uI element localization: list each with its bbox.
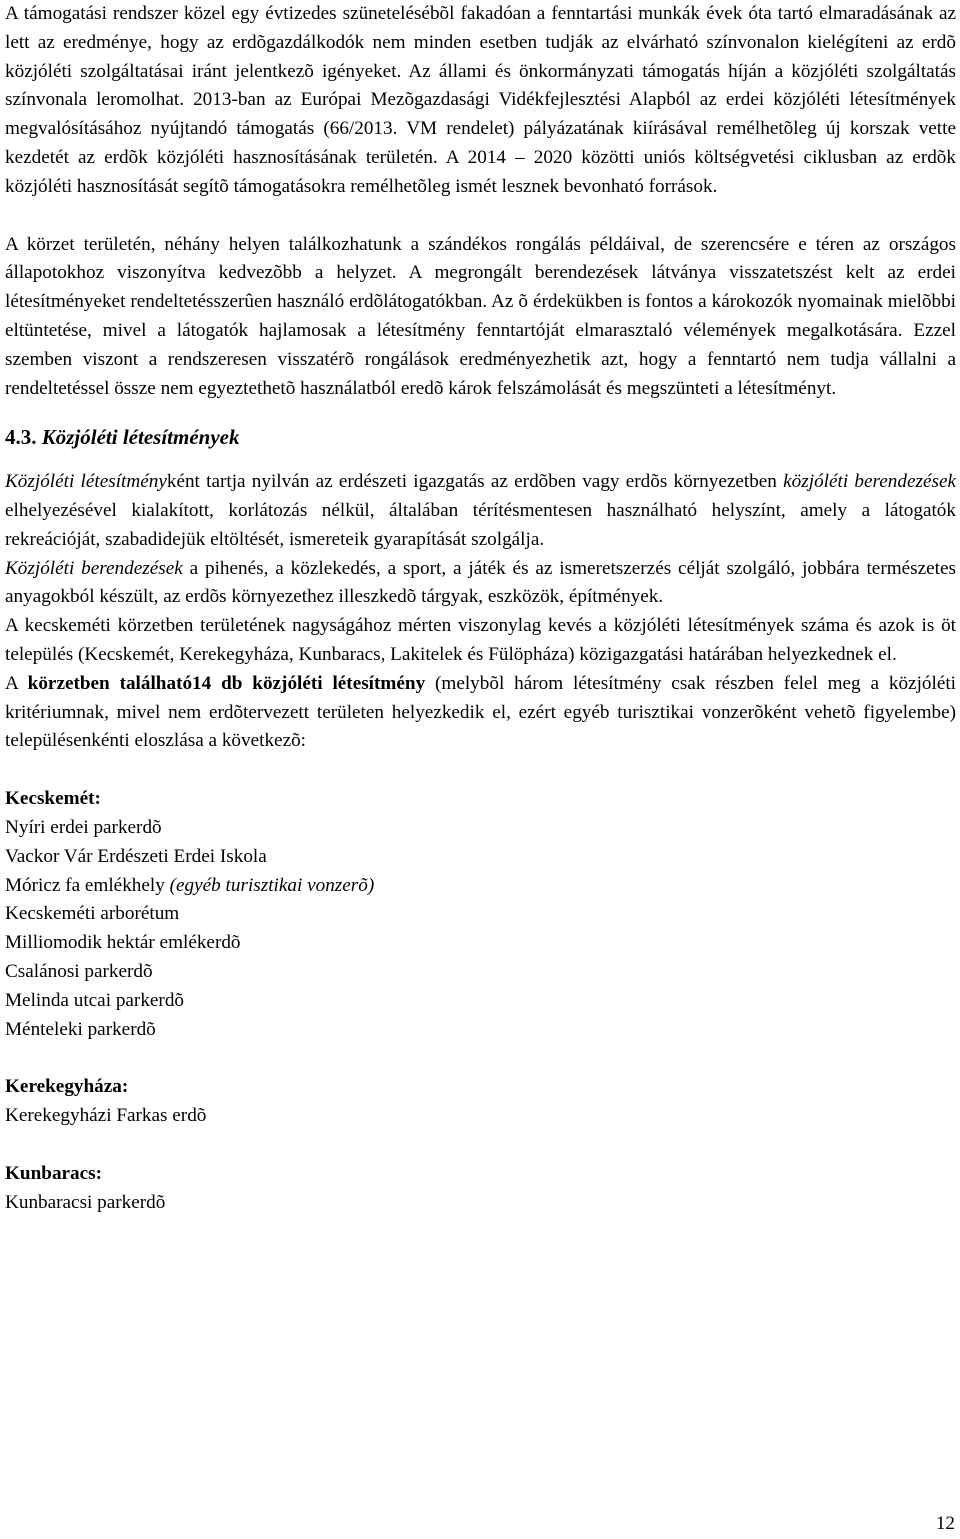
list-title-kecskemet: Kecskemét: (5, 788, 101, 810)
list-item: Nyíri erdei parkerdõ (5, 816, 162, 838)
section-number: 4.3. (5, 425, 37, 450)
list-item: Vackor Vár Erdészeti Erdei Iskola (5, 845, 267, 867)
definition-term-1: Közjóléti létesítmény (5, 471, 167, 493)
list-item-text: Móricz fa emlékhely (5, 874, 170, 896)
list-item: Csalánosi parkerdõ (5, 960, 153, 982)
definition-text-4b: (melybõl három létesítmény csak részben felel meg a közjóléti kritériumnak, mivel nem erdõtervezett területen helyezkedik el, ezért egyéb turisztikai vonzerõként vehetõ figyelembe) településenkénti eloszlása a következõ: (5, 672, 956, 752)
definition-paragraph-2 (5, 555, 956, 613)
list-gap (5, 1131, 956, 1160)
definition-paragraph-1 (5, 468, 956, 554)
list-title-kunbaracs: Kunbaracs: (5, 1162, 103, 1184)
page-number: 12 (935, 1513, 955, 1534)
list-item: Ménteleki parkerdõ (5, 1018, 156, 1040)
document-page (5, 0, 956, 1217)
facility-list-kerekegyhaza (5, 1102, 956, 1131)
definition-text-4a: A (5, 672, 28, 694)
list-item-note: (egyéb turisztikai vonzerõ) (169, 874, 375, 896)
intro-paragraph-1: A támogatási rendszer közel egy évtizedes szünetelésébõl fakadóan a fenntartási munkák évek óta tartó elmaradásának az lett az eredménye, hogy az erdõgazdálkodók nem minden esetben tudják az elvárható színvonalon kielégíteni az erdõ közjóléti szolgáltatásai iránt jelentkezõ igényeket. Az állami és önkormányzati támogatás híján a közjóléti szolgáltatás színvonala leromolhat. 2013-ban az Európai Mezõgazdasági Vidékfejlesztési Alapból az erdei közjóléti létesítmények megvalósításához nyújtandó támogatás (66/2013. VM rendelet) pályázatának kiírásával remélhetõleg új korszak vette kezdetét az erdõk közjóléti hasznosításának területén. A 2014 – 2020 közötti uniós költségvetési ciklusban az erdõk közjóléti hasznosítását segítõ támogatásokra remélhetõleg ismét lesznek bevonható források. (5, 3, 956, 197)
facility-list-kunbaracs (5, 1189, 956, 1218)
definition-paragraph-3: A kecskeméti körzetben területének nagyságához mérten viszonylag kevés a közjóléti létesítmények száma és azok is öt település (Kecskemét, Kerekegyháza, Kunbaracs, Lakitelek és Fülöpháza) közigazgatási határában helyezkednek el. (5, 615, 956, 665)
paragraph-gap (5, 202, 956, 231)
facility-count-bold: körzetben található14 db közjóléti létesítmény (27, 672, 426, 694)
list-item: Kecskeméti arborétum (5, 903, 180, 925)
list-item: Milliomodik hektár emlékerdõ (5, 932, 241, 954)
facility-list-kecskemet (5, 814, 956, 1044)
list-gap (5, 756, 956, 785)
definition-text-1a: ként tartja nyilván az erdészeti igazgatás az erdõben vagy erdõs környezetben (166, 471, 784, 493)
definition-paragraph-4 (5, 670, 956, 756)
list-item (5, 872, 956, 901)
list-item: Melinda utcai parkerdõ (5, 989, 185, 1011)
section-title: Közjóléti létesítmények (41, 425, 240, 450)
list-item: Kerekegyházi Farkas erdõ (5, 1105, 207, 1127)
definition-text-2: a pihenés, a közlekedés, a sport, a játék és az ismeretszerzés célját szolgáló, jobbára természetes anyagokból készült, az erdõs környezethez illeszkedõ tárgyak, eszközök, építmények. (5, 557, 956, 608)
list-title-kerekegyhaza: Kerekegyháza: (5, 1076, 129, 1098)
definition-term-3: Közjóléti berendezések (5, 557, 183, 579)
definition-term-2: közjóléti berendezések (783, 471, 956, 493)
definition-text-1b: elhelyezésével kialakított, korlátozás nélkül, általában térítésmentesen használható helyszínt, amely a látogatók rekreációját, szabadidejük eltöltését, ismereteik gyarapítását szolgálja. (5, 499, 956, 550)
list-gap (5, 1044, 956, 1073)
list-item: Kunbaracsi parkerdõ (5, 1191, 166, 1213)
section-heading (5, 423, 956, 452)
intro-paragraph-2: A körzet területén, néhány helyen találkozhatunk a szándékos rongálás példáival, de szerencsére e téren az országos állapotokhoz viszonyítva kedvezõbb a helyzet. A megrongált berendezések látványa visszatetszést kelt az erdei létesítményeket rendeltetésszerûen használó erdõlátogatókban. Az õ érdekükben is fontos a károkozók nyomainak mielõbbi eltüntetése, mivel a látogatók hajlamosak a létesítmény fenntartóját elmarasztaló vélemények megalkotására. Ezzel szemben viszont a rendszeresen visszatérõ rongálások eredményezhetik azt, hogy a fenntartó nem tudja vállalni a rendeltetéssel össze nem egyeztethetõ használatból eredõ károk felszámolását és megszünteti a létesítményt. (5, 233, 956, 399)
